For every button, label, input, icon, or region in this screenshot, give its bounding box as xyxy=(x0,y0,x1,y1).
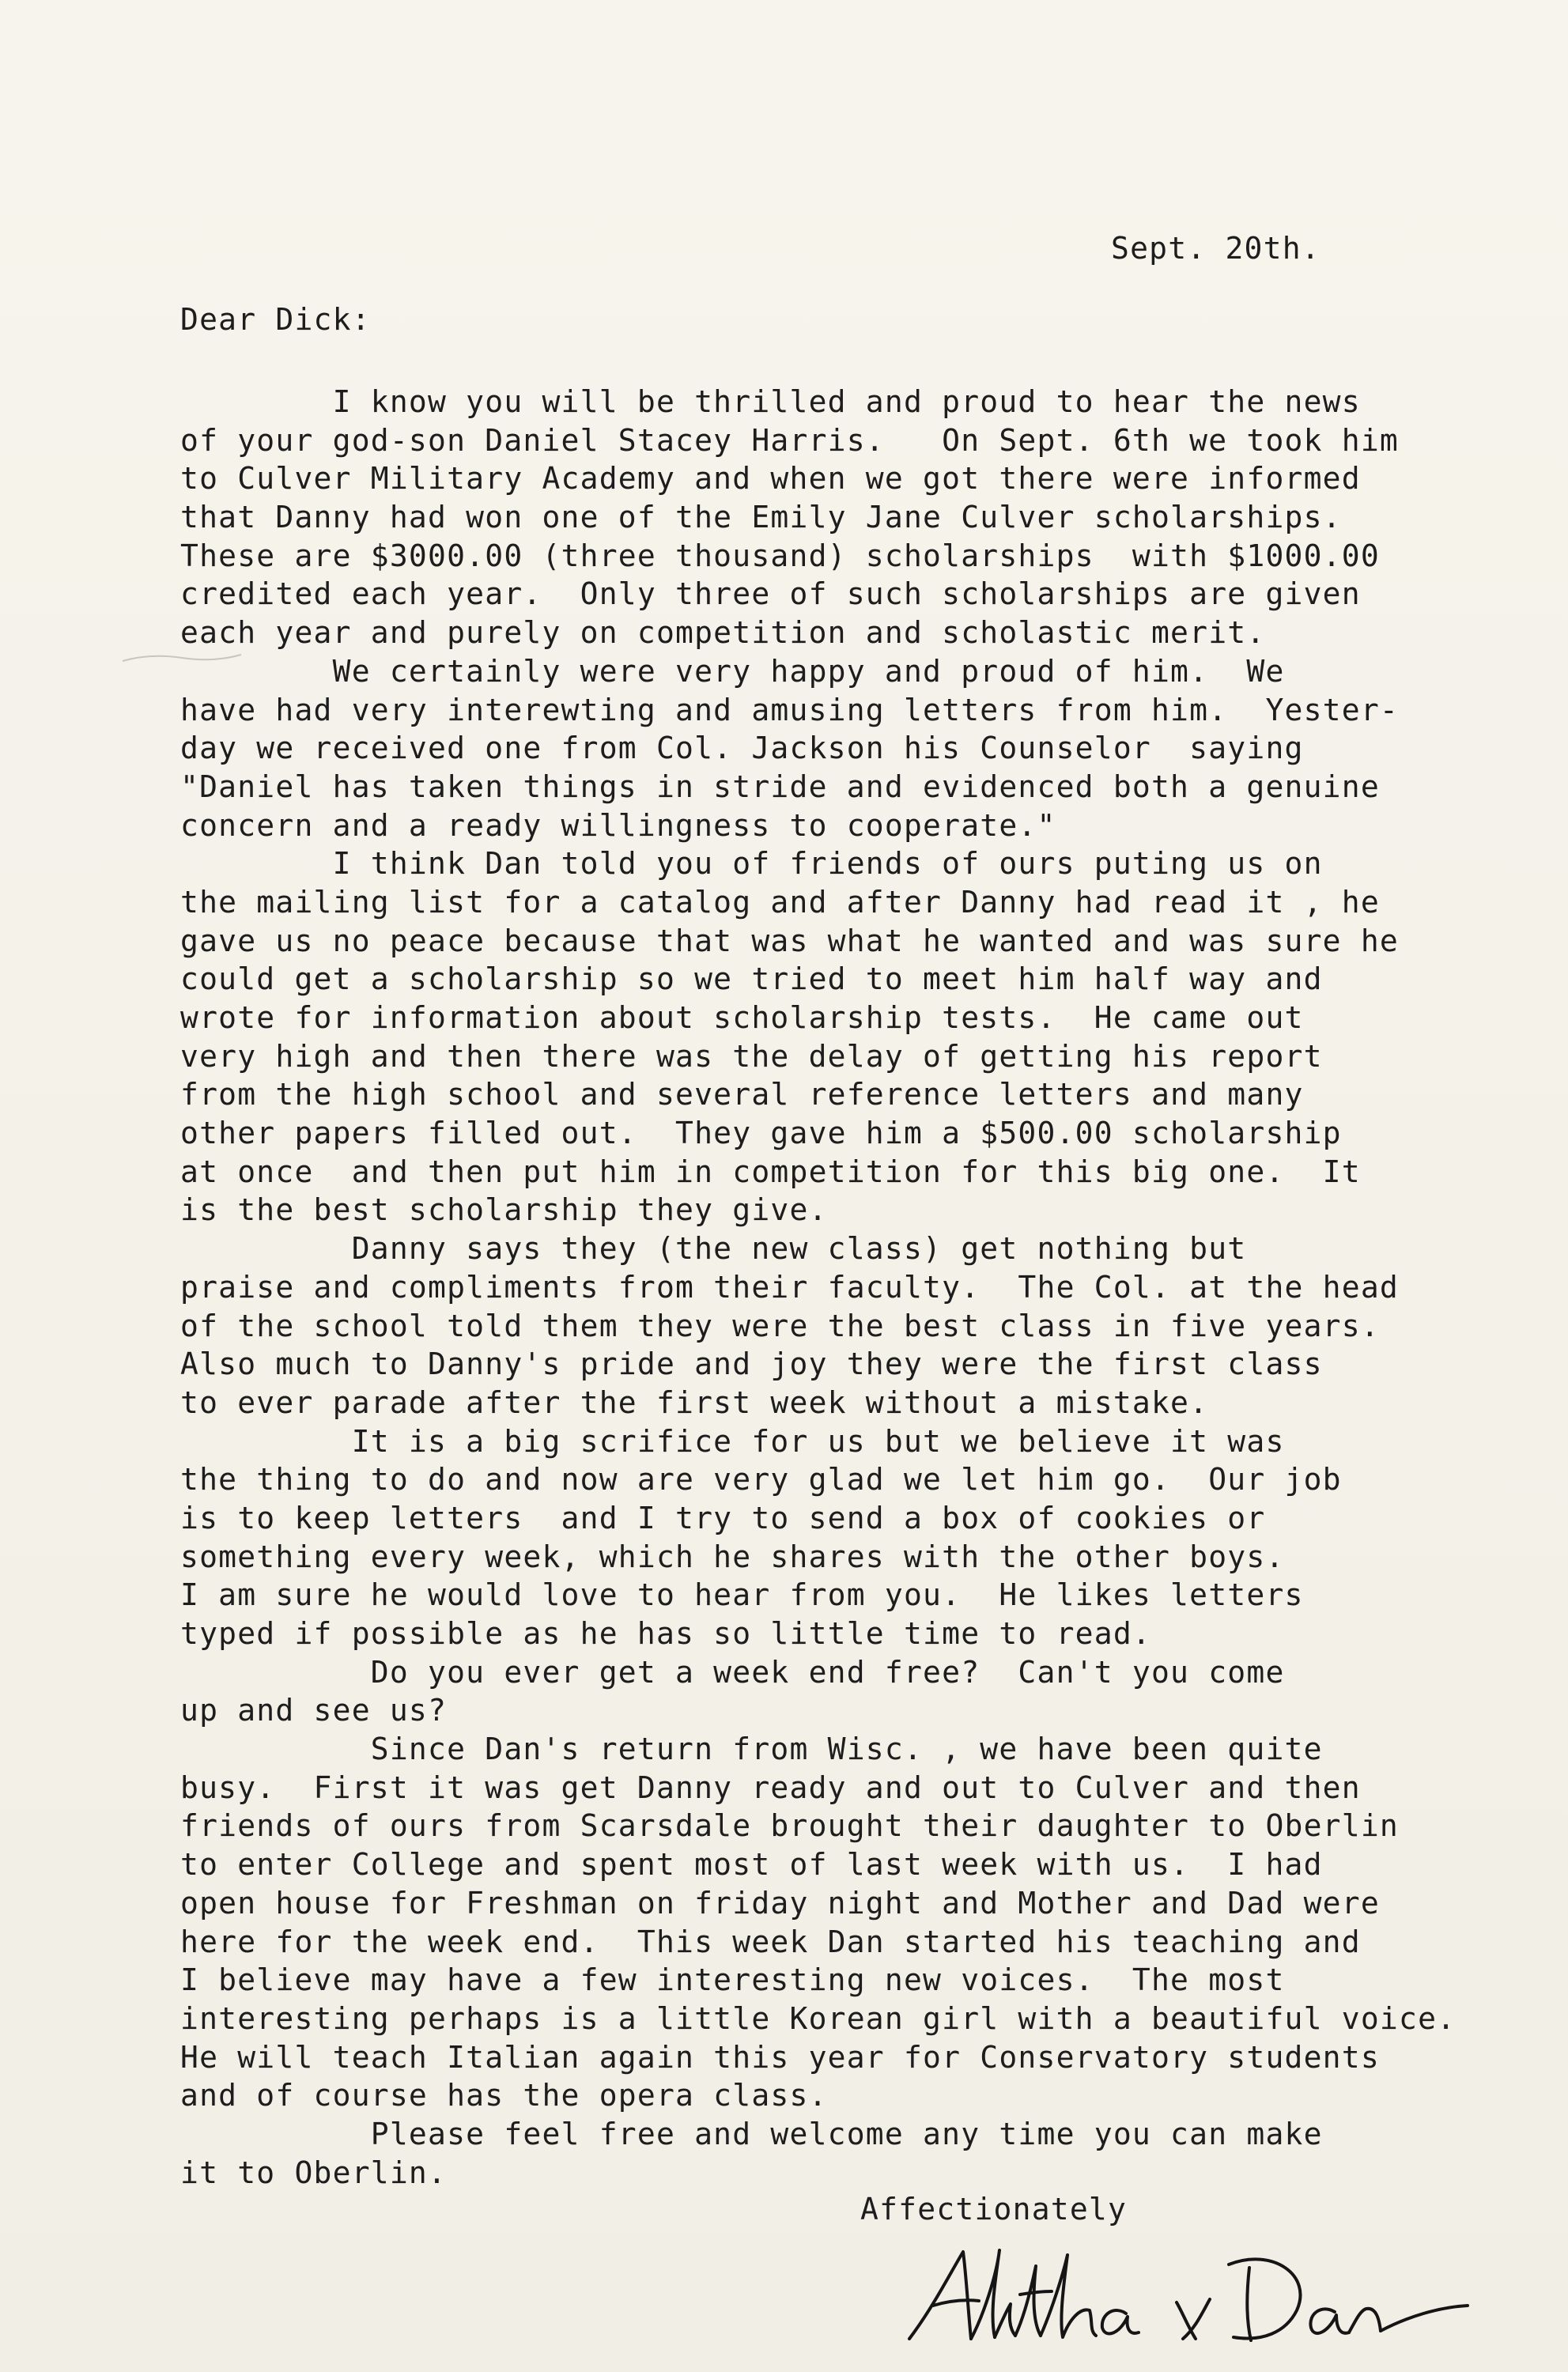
body-line: the mailing list for a catalog and after Danny had read it , he xyxy=(180,884,1380,920)
body-line: typed if possible as he has so little time to read. xyxy=(180,1616,1151,1651)
letter-date: Sept. 20th. xyxy=(1111,231,1321,266)
body-line: to enter College and spent most of last week with us. I had xyxy=(180,1847,1323,1883)
body-line: credited each year. Only three of such scholarships are given xyxy=(180,576,1361,612)
letter-body xyxy=(180,383,1525,2192)
body-line: up and see us? xyxy=(180,1693,448,1728)
body-line: here for the week end. This week Dan started his teaching and xyxy=(180,1924,1361,1959)
body-line: We certainly were very happy and proud of him. We xyxy=(180,653,1285,689)
body-line: it to Oberlin. xyxy=(180,2155,448,2190)
body-line: day we received one from Col. Jackson his Counselor saying xyxy=(180,731,1304,766)
body-line: praise and compliments from their faculty. The Col. at the head xyxy=(180,1269,1399,1305)
body-line: each year and purely on competition and scholastic merit. xyxy=(180,615,1266,651)
body-line: open house for Freshman on friday night and Mother and Dad were xyxy=(180,1885,1380,1921)
body-line: Also much to Danny's pride and joy they were the first class xyxy=(180,1347,1323,1382)
handwritten-signature xyxy=(901,2228,1471,2355)
body-line: interesting perhaps is a little Korean girl with a beautiful voice. xyxy=(180,2000,1457,2036)
body-line: and of course has the opera class. xyxy=(180,2078,828,2113)
body-line: something every week, which he shares with the other boys. xyxy=(180,1539,1285,1574)
body-line: at once and then put him in competition for this big one. It xyxy=(180,1154,1361,1189)
body-line: the thing to do and now are very glad we let him go. Our job xyxy=(180,1462,1342,1498)
body-line: very high and then there was the delay of getting his report xyxy=(180,1038,1323,1074)
body-line: friends of ours from Scarsdale brought their daughter to Oberlin xyxy=(180,1808,1399,1844)
body-line: other papers filled out. They gave him a $500.00 scholarship xyxy=(180,1116,1342,1151)
body-line: is the best scholarship they give. xyxy=(180,1192,828,1228)
body-line: These are $3000.00 (three thousand) scholarships with $1000.00 xyxy=(180,538,1380,573)
body-line: have had very interewting and amusing letters from him. Yester- xyxy=(180,692,1399,727)
body-line: I believe may have a few interesting new voices. The most xyxy=(180,1962,1285,1998)
body-line: is to keep letters and I try to send a box of cookies or xyxy=(180,1500,1266,1535)
body-line: of your god-son Daniel Stacey Harris. On Sept. 6th we took him xyxy=(180,422,1399,458)
closing: Affectionately xyxy=(860,2192,1128,2227)
body-line: of the school told them they were the best class in five years. xyxy=(180,1308,1380,1343)
body-line: Danny says they (the new class) get nothing but xyxy=(180,1231,1247,1267)
paper-fold-mark xyxy=(119,647,245,670)
body-line: to Culver Military Academy and when we got there were informed xyxy=(180,461,1361,497)
body-line: wrote for information about scholarship tests. He came out xyxy=(180,1000,1304,1035)
body-line: to ever parade after the first week without a mistake. xyxy=(180,1384,1209,1420)
body-line: I am sure he would love to hear from you. He likes letters xyxy=(180,1577,1304,1613)
body-line: I think Dan told you of friends of ours puting us on xyxy=(180,846,1323,882)
body-line: that Danny had won one of the Emily Jane Culver scholarships. xyxy=(180,500,1342,535)
body-line: I know you will be thrilled and proud to hear the news xyxy=(180,384,1361,419)
body-line: It is a big scrifice for us but we believe it was xyxy=(180,1423,1285,1459)
body-line: gave us no peace because that was what he wanted and was sure he xyxy=(180,923,1399,958)
body-line: busy. First it was get Danny ready and out to Culver and then xyxy=(180,1770,1361,1805)
body-line: Do you ever get a week end free? Can't you come xyxy=(180,1654,1285,1690)
body-line: from the high school and several reference letters and many xyxy=(180,1077,1304,1112)
body-line: "Daniel has taken things in stride and evidenced both a genuine xyxy=(180,769,1380,804)
salutation: Dear Dick: xyxy=(180,302,371,337)
body-line: concern and a ready willingness to cooperate." xyxy=(180,807,1056,843)
body-line: could get a scholarship so we tried to meet him half way and xyxy=(180,961,1323,997)
body-line: Since Dan's return from Wisc. , we have been quite xyxy=(180,1732,1323,1767)
body-line: Please feel free and welcome any time you can make xyxy=(180,2116,1323,2151)
body-line: He will teach Italian again this year for Conservatory students xyxy=(180,2039,1380,2075)
